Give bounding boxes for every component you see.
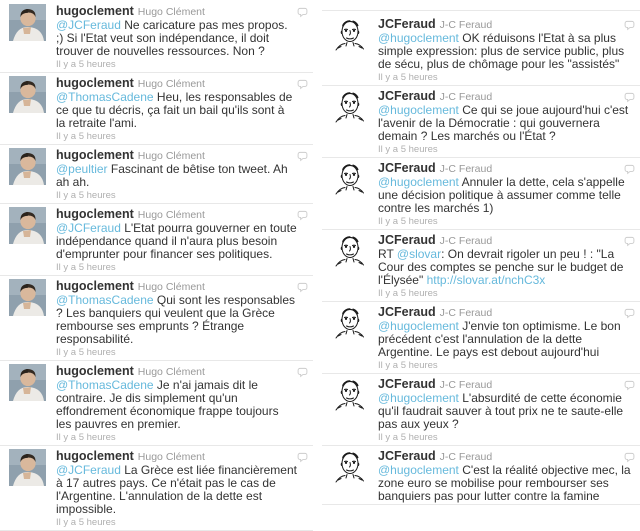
- tweet-text: [378, 176, 634, 215]
- tweet-header: [378, 448, 634, 464]
- tweet[interactable]: [0, 446, 313, 531]
- reply-icon[interactable]: [624, 18, 635, 36]
- reply-icon[interactable]: [624, 162, 635, 180]
- timestamp-link[interactable]: Il y a 5 heures: [56, 190, 116, 201]
- mention-link[interactable]: @hugoclement: [378, 31, 459, 45]
- tweet-text-segment: Heu, les responsables de ce que tu décris, ça fait un bail qu'ils sont à la retraite l'ami.: [56, 90, 293, 130]
- timestamp-link[interactable]: Il y a 5 heures: [56, 347, 116, 358]
- avatar[interactable]: [9, 4, 46, 41]
- timestamp-link[interactable]: Il y a 5 heures: [56, 59, 116, 70]
- timestamp-link[interactable]: Il y a 5 heures: [378, 432, 438, 443]
- timestamp-link[interactable]: Il y a 5 heures: [56, 517, 116, 528]
- avatar[interactable]: [331, 17, 368, 54]
- mention-link[interactable]: @hugoclement: [378, 463, 459, 477]
- reply-icon[interactable]: [624, 234, 635, 252]
- photo-man-avatar: [9, 76, 46, 113]
- mention-link[interactable]: @hugoclement: [378, 319, 459, 333]
- tweet[interactable]: [0, 361, 313, 446]
- mention-link[interactable]: @hugoclement: [378, 103, 459, 117]
- timestamp-link[interactable]: Il y a 5 heures: [56, 262, 116, 273]
- sketch-face-avatar: [331, 89, 368, 126]
- photo-man-avatar: [9, 148, 46, 185]
- tweet-header: [378, 304, 634, 320]
- username-link[interactable]: JCFeraud: [378, 161, 436, 175]
- tweet-text: [378, 32, 634, 71]
- tweet-text-segment: L'absurdité de cette économie qu'il faudrait sauver à tout prix ne te saute-elle pas aux yeux ?: [378, 391, 624, 431]
- tweet[interactable]: [0, 276, 313, 361]
- photo-man-avatar: [9, 449, 46, 486]
- timestamp-link[interactable]: Il y a 5 heures: [378, 216, 438, 227]
- mention-link[interactable]: @hugoclement: [378, 175, 459, 189]
- avatar[interactable]: [331, 233, 368, 270]
- username-link[interactable]: hugoclement: [56, 76, 134, 90]
- username-link[interactable]: hugoclement: [56, 148, 134, 162]
- display-name: Hugo Clément: [137, 150, 205, 162]
- sketch-face-avatar: [331, 377, 368, 414]
- tweet-text-segment: Qui sont les responsables ? Les banquiers qui veulent que la Grèce rembourse ses emprunts ? Étrange responsabilité.: [56, 293, 295, 346]
- timestamp-link[interactable]: Il y a 5 heures: [56, 131, 116, 142]
- avatar[interactable]: [331, 89, 368, 126]
- display-name: J-C Feraud: [439, 307, 493, 319]
- username-link[interactable]: JCFeraud: [378, 305, 436, 319]
- tweet-header: [56, 75, 297, 91]
- tweet-text: [56, 19, 297, 58]
- tweet[interactable]: [0, 73, 313, 145]
- reply-icon[interactable]: [624, 450, 635, 468]
- tweet-text-segment: Ce qui se joue aujourd'hui c'est l'avenir de la Démocratie : qui gouvernera demain ? Les marchés ou l'État ?: [378, 103, 629, 143]
- timestamp-link[interactable]: Il y a 5 heures: [378, 360, 438, 371]
- tweet-header: [56, 3, 297, 19]
- photo-man-avatar: [9, 364, 46, 401]
- photo-man-avatar: [9, 4, 46, 41]
- tweet-header: [378, 88, 634, 104]
- tweet-text-segment: RT: [378, 247, 397, 261]
- tweet-text: [56, 91, 297, 130]
- display-name: Hugo Clément: [137, 78, 205, 90]
- reply-icon[interactable]: [297, 77, 308, 95]
- sketch-face-avatar: [331, 449, 368, 486]
- tweet-header: [378, 232, 634, 248]
- avatar[interactable]: [9, 148, 46, 185]
- url-link[interactable]: http://slovar.at/nchC3x: [426, 273, 546, 287]
- reply-icon[interactable]: [297, 5, 308, 23]
- left-timeline-column: [0, 0, 313, 531]
- previous-tweet-separator: [322, 10, 640, 11]
- sketch-face-avatar: [331, 305, 368, 342]
- reply-icon[interactable]: [297, 365, 308, 383]
- tweet-header: [56, 147, 297, 163]
- tweet[interactable]: [322, 86, 640, 158]
- mention-link[interactable]: @hugoclement: [378, 391, 459, 405]
- display-name: J-C Feraud: [439, 379, 493, 391]
- tweet-text-segment: : On devrait rigoler un peu ! : "La Cour des comptes se penche sur le budget de l'Élysée": [378, 247, 624, 287]
- sketch-face-avatar: [331, 17, 368, 54]
- tweet-text: [378, 248, 634, 287]
- avatar[interactable]: [9, 364, 46, 401]
- reply-icon[interactable]: [624, 378, 635, 396]
- tweet-header: [56, 448, 297, 464]
- tweet[interactable]: [322, 302, 640, 374]
- sketch-face-avatar: [331, 161, 368, 198]
- avatar[interactable]: [9, 76, 46, 113]
- tweet[interactable]: [322, 374, 640, 446]
- sketch-face-avatar: [331, 233, 368, 270]
- tweet-text: [56, 294, 297, 346]
- tweet[interactable]: [0, 204, 313, 276]
- username-link[interactable]: hugoclement: [56, 207, 134, 221]
- reply-icon[interactable]: [297, 208, 308, 226]
- display-name: J-C Feraud: [439, 451, 493, 463]
- avatar[interactable]: [331, 449, 368, 486]
- mention-link[interactable]: @slovar: [396, 247, 442, 261]
- tweet-text: [56, 163, 297, 189]
- tweet-text-segment: Je n'ai jamais dit le contraire. Je dis simplement qu'un effondrement économique frappe toujours les pauvres en premier.: [56, 378, 279, 431]
- reply-icon[interactable]: [624, 90, 635, 108]
- tweet-text: [378, 320, 634, 359]
- tweet[interactable]: [322, 14, 640, 86]
- reply-icon[interactable]: [297, 450, 308, 468]
- username-link[interactable]: JCFeraud: [378, 233, 436, 247]
- tweet[interactable]: [322, 230, 640, 302]
- username-link[interactable]: hugoclement: [56, 4, 134, 18]
- tweet-text: [378, 104, 634, 143]
- avatar[interactable]: [331, 305, 368, 342]
- photo-man-avatar: [9, 279, 46, 316]
- username-link[interactable]: JCFeraud: [378, 449, 436, 463]
- mention-link[interactable]: @JCFeraud: [56, 463, 121, 477]
- mention-link[interactable]: @ThomasCadene: [56, 90, 154, 104]
- timestamp-link[interactable]: Il y a 5 heures: [378, 72, 438, 83]
- display-name: Hugo Clément: [137, 281, 205, 293]
- display-name: J-C Feraud: [439, 91, 493, 103]
- tweet-text: [56, 464, 297, 516]
- username-link[interactable]: JCFeraud: [378, 17, 436, 31]
- tweet-text-segment: Annuler la dette, cela s'appelle une décision politique à assumer comme telle contre les marchés 1): [378, 175, 625, 215]
- mention-link[interactable]: @ThomasCadene: [56, 378, 154, 392]
- mention-link[interactable]: @ThomasCadene: [56, 293, 154, 307]
- avatar[interactable]: [331, 161, 368, 198]
- avatar[interactable]: [9, 207, 46, 244]
- reply-icon[interactable]: [624, 306, 635, 324]
- photo-man-avatar: [9, 207, 46, 244]
- tweet-text-segment: C'est la réalité objective mec, la zone euro se mobilise pour rembourser ses banquiers pas pour lutter contre la famine: [378, 463, 631, 503]
- display-name: Hugo Clément: [137, 209, 205, 221]
- mention-link[interactable]: @JCFeraud: [56, 18, 121, 32]
- mention-link[interactable]: @JCFeraud: [56, 221, 121, 235]
- tweet-header: [56, 278, 297, 294]
- tweet-header: [56, 363, 297, 379]
- tweet[interactable]: [0, 145, 313, 204]
- tweet-header: [378, 160, 634, 176]
- tweet-text-segment: OK réduisons l'Etat à sa plus simple expression: plus de service public, plus de sécu, plus de chômage pour les "assistés": [378, 31, 625, 71]
- tweet[interactable]: [322, 158, 640, 230]
- avatar[interactable]: [331, 377, 368, 414]
- tweet-text-segment: Fascinant de bêtise ton tweet. Ah ah ah.: [56, 162, 288, 189]
- display-name: Hugo Clément: [137, 451, 205, 463]
- mention-link[interactable]: @peultier: [56, 162, 108, 176]
- avatar[interactable]: [9, 279, 46, 316]
- tweet-text: [56, 222, 297, 261]
- username-link[interactable]: JCFeraud: [378, 377, 436, 391]
- display-name: J-C Feraud: [439, 235, 493, 247]
- tweet-header: [56, 206, 297, 222]
- username-link[interactable]: JCFeraud: [378, 89, 436, 103]
- reply-icon[interactable]: [297, 280, 308, 298]
- tweet-text: [378, 392, 634, 431]
- tweet[interactable]: [322, 446, 640, 505]
- tweet-text-segment: Ne caricature pas mes propos. ;) Si l'Etat veut son indépendance, il doit trouver de nouvelles ressources. Non ?: [56, 18, 288, 58]
- tweet-text: [56, 379, 297, 431]
- tweet-text-segment: J'envie ton optimisme. Le bon précédent c'est l'annulation de la dette Argentine. Le pays est debout aujourd'hui: [378, 319, 621, 359]
- display-name: J-C Feraud: [439, 163, 493, 175]
- tweet-text-segment: La Grèce est liée financièrement à 17 autres pays. Ce n'était pas le cas de l'Argentine. L'annulation de la dette est impossible.: [56, 463, 297, 516]
- display-name: J-C Feraud: [439, 19, 493, 31]
- timestamp-link[interactable]: Il y a 5 heures: [378, 144, 438, 155]
- tweet-text: [378, 464, 634, 503]
- timestamp-link[interactable]: Il y a 5 heures: [56, 432, 116, 443]
- tweet[interactable]: [0, 1, 313, 73]
- username-link[interactable]: hugoclement: [56, 279, 134, 293]
- tweet-text-segment: L'Etat pourra gouverner en toute indépendance quand il n'aura plus besoin d'emprunter pour financer ses politiques.: [56, 221, 297, 261]
- tweet-header: [378, 16, 634, 32]
- tweet-header: [378, 376, 634, 392]
- username-link[interactable]: hugoclement: [56, 449, 134, 463]
- reply-icon[interactable]: [297, 149, 308, 167]
- avatar[interactable]: [9, 449, 46, 486]
- username-link[interactable]: hugoclement: [56, 364, 134, 378]
- display-name: Hugo Clément: [137, 366, 205, 378]
- timestamp-link[interactable]: Il y a 5 heures: [378, 288, 438, 299]
- right-timeline-column: [322, 0, 640, 531]
- display-name: Hugo Clément: [137, 6, 205, 18]
